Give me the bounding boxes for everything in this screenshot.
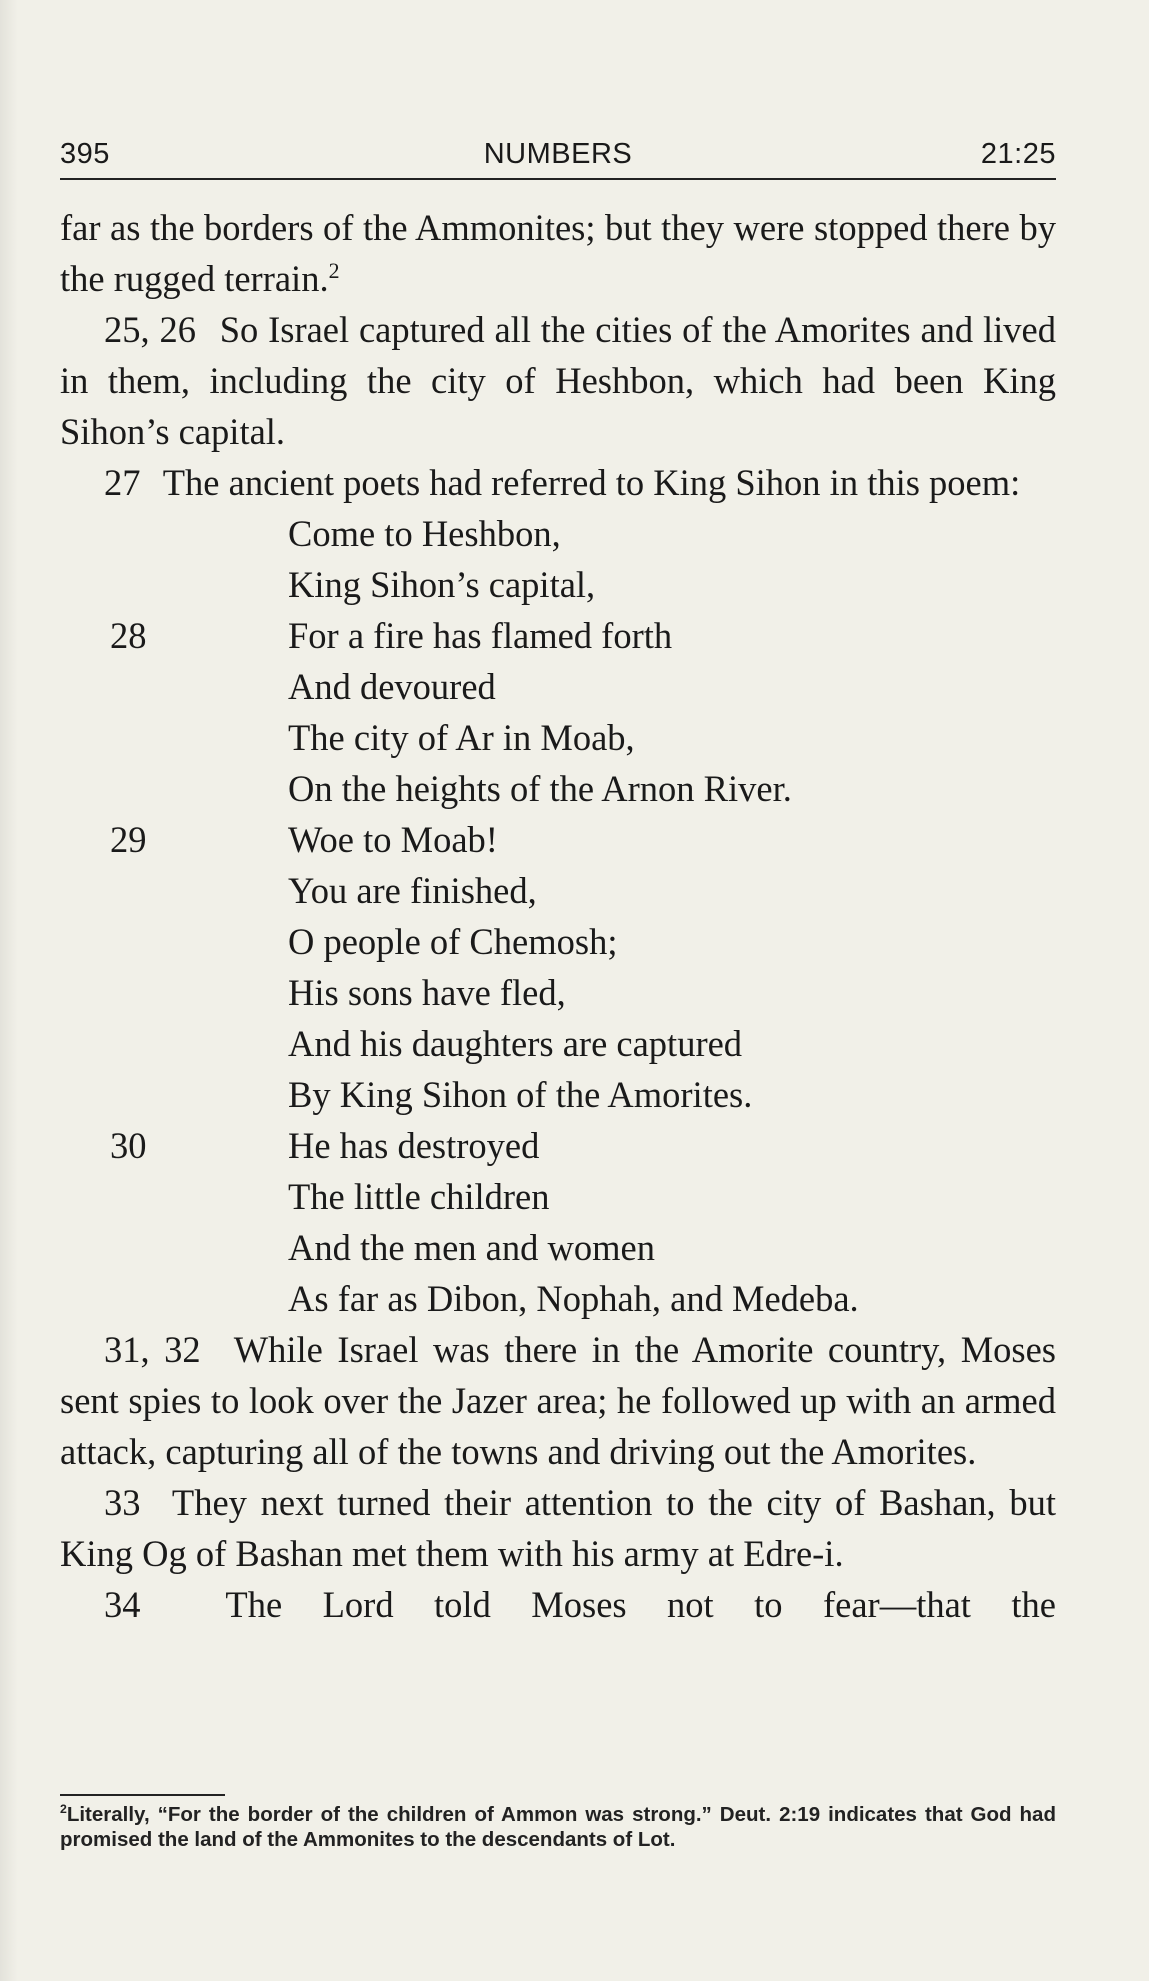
paragraph-verse-34 (60, 1579, 1056, 1630)
poem-line-text: By King Sihon of the Amorites. (288, 1074, 753, 1115)
poem-line (60, 865, 1056, 916)
poem-line-text: And the men and women (288, 1227, 655, 1268)
footnote-reference: 2 (328, 257, 340, 283)
paragraph-verse-27 (60, 457, 1056, 508)
body-text (60, 202, 1056, 1630)
paragraph-verse-25-26 (60, 304, 1056, 457)
footnote-rule (60, 1794, 225, 1796)
poem-verse-number: 30 (110, 1125, 147, 1166)
poem-line (60, 1120, 1056, 1171)
poem-verse-number (60, 1222, 288, 1273)
paragraph-continued (60, 202, 1056, 304)
poem-line-text: His sons have fled, (288, 972, 566, 1013)
poem-line (60, 1222, 1056, 1273)
verse-number: 31, 32 (104, 1329, 201, 1370)
verse-number: 34 (104, 1584, 141, 1625)
paragraph-text: They next turned their attention to the city of Bashan, but King Og of Bashan met them with his army at Edre-i. (60, 1482, 1056, 1574)
poem-verse-number (60, 1171, 288, 1222)
poem-verse-number: 29 (110, 819, 147, 860)
paragraph-text: far as the borders of the Ammonites; but they were stopped there by the rugged terrain. (60, 207, 1056, 299)
poem-verse-number (60, 712, 288, 763)
paragraph-text: While Israel was there in the Amorite country, Moses sent spies to look over the Jazer area; he followed up with an armed attack, capturing all of the towns and driving out the Amorites. (60, 1329, 1057, 1472)
paragraph-text: So Israel captured all the cities of the Amorites and lived in them, including the city of Heshbon, which had been King Sihon’s capital. (60, 309, 1057, 452)
paragraph-verse-33 (60, 1477, 1056, 1579)
poem-line-text: The city of Ar in Moab, (288, 717, 635, 758)
poem-verse-number (60, 865, 288, 916)
poem-verse-number (60, 559, 288, 610)
poem-line (60, 508, 1056, 559)
poem-line-text: And devoured (288, 666, 496, 707)
poem-verse-number (60, 916, 288, 967)
poem-line-text: King Sihon’s capital, (288, 564, 596, 605)
verse-number: 33 (104, 1482, 141, 1523)
poem-line (60, 712, 1056, 763)
header-rule (60, 178, 1056, 180)
poem-verse-number (60, 763, 288, 814)
paragraph-text: The ancient poets had referred to King Sihon in this poem: (162, 462, 1021, 503)
poem-line-text: For a fire has flamed forth (288, 615, 673, 656)
footnote (60, 1802, 1056, 1852)
poem-line (60, 1018, 1056, 1069)
poem-verse-number (60, 661, 288, 712)
paragraph-verse-31-32 (60, 1324, 1056, 1477)
poem-line-text: O people of Chemosh; (288, 921, 618, 962)
poem-verse-number (60, 967, 288, 1018)
poem-line (60, 610, 1056, 661)
chapter-verse-reference: 21:25 (980, 138, 1056, 170)
poem-line-text: He has destroyed (288, 1125, 540, 1166)
poem-line (60, 1273, 1056, 1324)
poem-line (60, 559, 1056, 610)
poem-line-text: As far as Dibon, Nophah, and Medeba. (288, 1278, 859, 1319)
poem-line (60, 967, 1056, 1018)
poem-line-text: The little children (288, 1176, 550, 1217)
verse-number: 27 (104, 462, 141, 503)
verse-number: 25, 26 (104, 309, 196, 350)
book-title: NUMBERS (483, 138, 633, 170)
poem-verse-number (60, 1069, 288, 1120)
poem-verse-number (60, 1273, 288, 1324)
footnote-text: Literally, “For the border of the children of Ammon was strong.” Deut. 2:19 indicates that God had promised the land of the Ammonites to the descendants of Lot. (60, 1803, 1056, 1851)
running-header (60, 138, 1056, 182)
footnote-marker: 2 (60, 1802, 67, 1817)
poem-line (60, 661, 1056, 712)
poem-verse-number (60, 1018, 288, 1069)
poem (60, 508, 1056, 1324)
poem-verse-number (60, 508, 288, 559)
poem-line (60, 916, 1056, 967)
poem-line-text: Woe to Moab! (288, 819, 498, 860)
paragraph-text: The Lord told Moses not to fear—that the (225, 1584, 1056, 1625)
poem-verse-number: 28 (110, 615, 147, 656)
poem-line-text: And his daughters are captured (288, 1023, 743, 1064)
poem-line (60, 763, 1056, 814)
poem-line-text: On the heights of the Arnon River. (288, 768, 792, 809)
poem-line (60, 1171, 1056, 1222)
page-number: 395 (60, 138, 110, 170)
poem-line-text: Come to Heshbon, (288, 513, 561, 554)
poem-line (60, 1069, 1056, 1120)
poem-line-text: You are finished, (288, 870, 537, 911)
poem-line (60, 814, 1056, 865)
